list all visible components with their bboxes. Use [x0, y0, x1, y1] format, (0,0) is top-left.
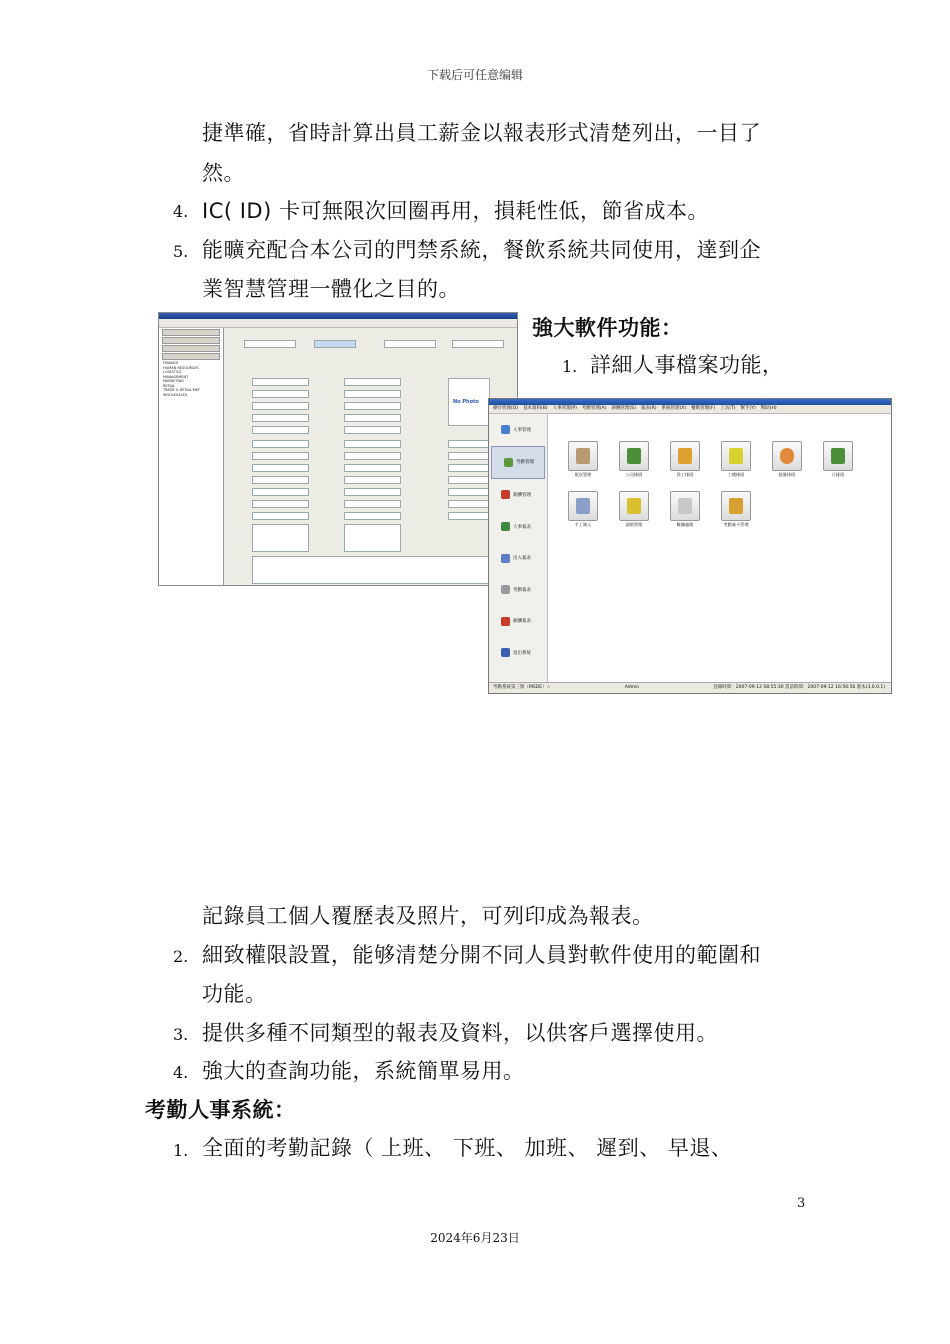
form-field [344, 500, 401, 508]
exit-icon [501, 648, 510, 657]
tree-item: LOGISTICS [163, 370, 182, 374]
list-number: 5. [173, 242, 189, 261]
module-tile: 公司排班 [616, 441, 652, 478]
tree-button [162, 353, 220, 360]
sidebar-item: 薪酬報表 [489, 606, 547, 638]
photo-label: No Photo [453, 399, 479, 405]
tree-item: MARKETING [163, 379, 184, 383]
form-field [252, 500, 309, 508]
department-tree [159, 328, 224, 585]
tree-item: MANAGEMENT [163, 374, 189, 379]
notes-field [252, 556, 504, 584]
toolbar [159, 319, 517, 328]
form-field [344, 378, 401, 386]
text-line: 詳細人事檔案功能， [590, 353, 784, 377]
form-field [252, 402, 309, 410]
menu-item: 操作管理(O) [493, 406, 519, 411]
form-field [252, 512, 309, 520]
menu-bar [489, 405, 891, 414]
form-field [252, 488, 309, 496]
list-number: 4. [173, 1063, 189, 1082]
text-line: 強大的查詢功能，系統簡單易用。 [202, 1059, 525, 1083]
text-line: 全面的考勤記錄（ 上班、 下班、 加班、 遲到、 早退、 [202, 1136, 733, 1160]
tree-item: RETAIL [163, 383, 175, 388]
text-line: 記錄員工個人覆歷表及照片，可列印成為報表。 [202, 904, 654, 928]
report-icon [501, 522, 510, 531]
sidebar-item: 考勤管理 [491, 446, 545, 480]
payroll-icon [501, 490, 510, 499]
menu-item: 幫手(Y) [740, 406, 756, 411]
form-area [224, 328, 517, 585]
status-user: Admin [624, 685, 640, 690]
sidebar-item: 退出系統 [489, 637, 547, 669]
text-line: IC( ID) 卡可無限次回圈再用，損耗性低，節省成本。 [202, 199, 709, 223]
text-line: 能曠充配合本公司的門禁系統，餐飲系統共同使用，達到企 [202, 238, 761, 262]
form-field [252, 414, 309, 422]
attendance-system-screenshot [488, 398, 892, 694]
form-field [344, 452, 401, 460]
footer-date: 2024年6月23日 [430, 1231, 520, 1245]
tree-item: WHOLESALES [163, 392, 188, 397]
menu-item: 基本資料(B) [523, 406, 548, 411]
text-line: 細致權限設置，能够清楚分開不同人員對軟件使用的範圍和 [202, 943, 761, 967]
status-right: 登錄時間：2007-09-12 08:55:30 當前時間：2007-09-12 16:56:56 版本(3.0.0.1) [713, 685, 885, 690]
list-number: 1. [173, 1141, 189, 1160]
form-field [252, 378, 309, 386]
attendance-icon [504, 458, 513, 467]
sidebar-item: 人事管理 [489, 414, 547, 446]
sidebar-item: 考勤報表 [489, 574, 547, 606]
page-header: 下载后可任意编辑 [426, 68, 523, 82]
text-line: 然。 [202, 161, 245, 185]
form-field [452, 340, 504, 348]
form-field [344, 512, 401, 520]
form-field [244, 340, 296, 348]
text-line: 功能。 [202, 982, 267, 1006]
photo-placeholder [448, 378, 490, 426]
tree-item: FINANCE [163, 361, 179, 365]
module-panel [548, 414, 891, 683]
form-field [384, 340, 436, 348]
form-field [344, 524, 401, 552]
form-field [252, 440, 309, 448]
page-number: 3 [797, 1196, 806, 1211]
form-field [344, 414, 401, 422]
tree-item: HUMAN RESOURCES [163, 365, 199, 370]
status-bar [489, 682, 891, 693]
form-field [252, 476, 309, 484]
menu-item: 報表(R) [640, 406, 657, 411]
menu-item: 考勤管理(A) [581, 406, 607, 411]
form-field [344, 426, 401, 434]
form-field [344, 476, 401, 484]
form-field [252, 390, 309, 398]
module-sidebar [489, 414, 548, 683]
personnel-icon [501, 425, 510, 434]
form-field [252, 524, 309, 552]
sidebar-item: 出入報表 [489, 542, 547, 574]
sidebar-item: 薪酬管理 [489, 479, 547, 511]
module-tile: 工種排班 [718, 441, 754, 478]
status-left: 考勤系統第三版（MSDE）☆ [493, 685, 551, 690]
form-field [344, 488, 401, 496]
module-tile: 考勤簽卡管理 [718, 491, 754, 528]
module-tile: 批量排班 [769, 441, 805, 478]
personnel-form-screenshot [158, 312, 518, 586]
report-icon [501, 554, 510, 563]
sidebar-item: 人事報表 [489, 511, 547, 543]
report-icon [501, 617, 510, 626]
menu-item: 餐飲管理(F) [691, 406, 716, 411]
module-tile: 員工排班 [667, 441, 703, 478]
menu-item: 薪酬管理(S) [611, 406, 636, 411]
section-heading: 考勤人事系統： [145, 1098, 296, 1122]
form-field [344, 402, 401, 410]
menu-item: 系統管理(X) [661, 406, 687, 411]
report-icon [501, 585, 510, 594]
form-field [344, 440, 401, 448]
tree-button [162, 345, 220, 352]
section-heading: 強大軟件功能： [532, 316, 683, 340]
list-number: 4. [173, 202, 189, 221]
text-line: 提供多種不同類型的報表及資料，以供客戶選擇使用。 [202, 1021, 718, 1045]
form-field [314, 340, 356, 348]
form-field [252, 426, 309, 434]
text-line: 業智慧管理一體化之目的。 [202, 277, 460, 301]
module-tile: 班次管理 [565, 441, 601, 478]
tree-button [162, 329, 220, 336]
menu-item: 幫助(H) [760, 406, 777, 411]
form-field [252, 452, 309, 460]
module-tile: 日排班 [820, 441, 856, 478]
form-field [344, 464, 401, 472]
module-tile: 數據處理 [667, 491, 703, 528]
module-tile: 請假管理 [616, 491, 652, 528]
tree-button [162, 337, 220, 344]
list-number: 2. [173, 947, 189, 966]
module-tile: 手工錄入 [565, 491, 601, 528]
form-field [344, 390, 401, 398]
menu-item: 人事管理(P) [552, 406, 577, 411]
form-field [252, 464, 309, 472]
tree-item: TRADE & RETAIL MKT [163, 388, 200, 392]
menu-item: 工具(T) [720, 406, 736, 411]
text-line: 捷準確，省時計算出員工薪金以報表形式清楚列出，一目了 [202, 121, 761, 145]
list-number: 3. [173, 1025, 189, 1044]
list-number: 1. [562, 357, 578, 376]
